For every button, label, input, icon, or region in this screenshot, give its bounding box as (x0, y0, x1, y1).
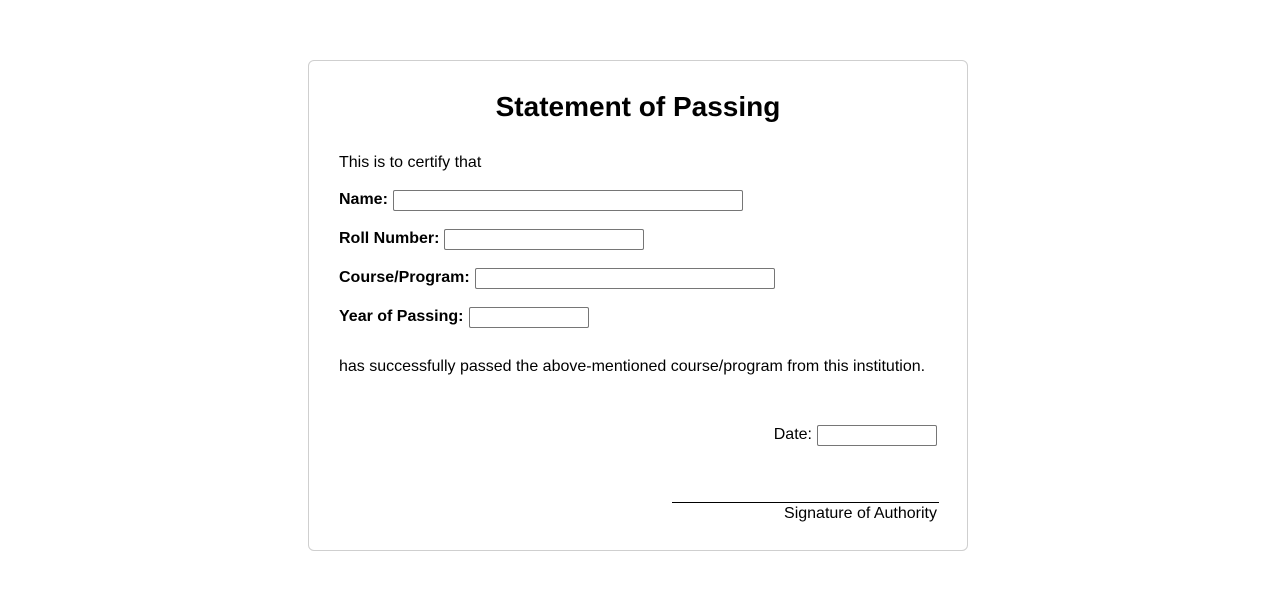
date-row (774, 424, 937, 446)
year-of-passing-input[interactable] (469, 307, 589, 328)
name-row (339, 189, 743, 211)
year-of-passing-row (339, 306, 589, 328)
roll-number-input[interactable] (444, 229, 644, 250)
name-label: Name: (339, 191, 388, 208)
roll-number-row (339, 228, 644, 250)
statement-text: has successfully passed the above-mentioned course/program from this institution. (339, 358, 926, 375)
course-program-label: Course/Program: (339, 269, 470, 286)
course-program-input[interactable] (475, 268, 775, 289)
signature-label: Signature of Authority (784, 505, 937, 522)
name-input[interactable] (393, 190, 743, 211)
intro-text: This is to certify that (339, 154, 482, 171)
certificate-card (308, 60, 968, 551)
date-input[interactable] (817, 425, 937, 446)
year-of-passing-label: Year of Passing: (339, 308, 464, 325)
signature-line (672, 502, 939, 503)
roll-number-label: Roll Number: (339, 230, 440, 247)
date-label: Date: (773, 426, 812, 443)
page-title: Statement of Passing (495, 91, 781, 122)
course-program-row (339, 267, 775, 289)
